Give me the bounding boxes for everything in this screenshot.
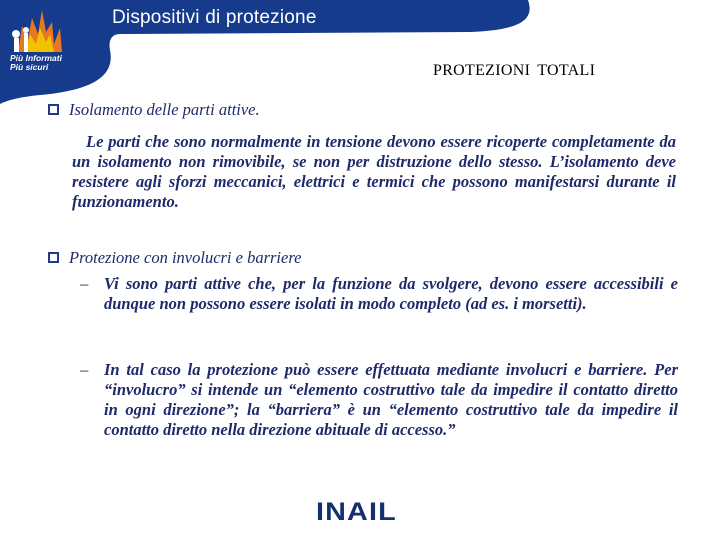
header-banner bbox=[0, 0, 720, 110]
bullet-paragraph: Le parti che sono normalmente in tensione devono essere ricoperte completamente da un isolamento non rimovibile, se non per distruzione dello stesso. L’isolamento deve resistere agli sforzi meccanici, elettrici e termici che possono manifestarsi durante il funzionamento. bbox=[72, 132, 676, 211]
sub-item bbox=[80, 274, 678, 314]
checkbox-bullet-icon bbox=[48, 252, 59, 263]
sub-item-text: In tal caso la protezione può essere effettuata mediante involucri e barriere. Per “involucro” si intende un “elemento costruttivo tale da impedire il contatto diretto in ogni direzione”; la “barriera” è un “elemento costruttivo tale da impedire il contatto diretto nella direzione abituale di accesso.” bbox=[104, 360, 678, 439]
inail-logo: INAIL bbox=[316, 498, 397, 526]
sub-item bbox=[80, 360, 678, 440]
sub-item-text: Vi sono parti attive che, per la funzione da svolgere, devono essere accessibili e dunque non possono essere isolati in modo completo (ad es. i morsetti). bbox=[104, 274, 678, 313]
logo-text: Più Informati Più sicuri bbox=[10, 53, 62, 72]
section-title: PROTEZIONI TOTALI bbox=[433, 62, 596, 79]
bullet-item-isolamento bbox=[48, 100, 260, 120]
dash-marker: – bbox=[80, 274, 89, 293]
bullet-heading: Isolamento delle parti attive. bbox=[69, 100, 260, 119]
dash-marker: – bbox=[80, 360, 89, 379]
checkbox-bullet-icon bbox=[48, 104, 59, 115]
bullet-heading: Protezione con involucri e barriere bbox=[69, 248, 302, 267]
page-title: Dispositivi di protezione bbox=[112, 7, 317, 28]
bullet-item-protezione bbox=[48, 248, 301, 268]
